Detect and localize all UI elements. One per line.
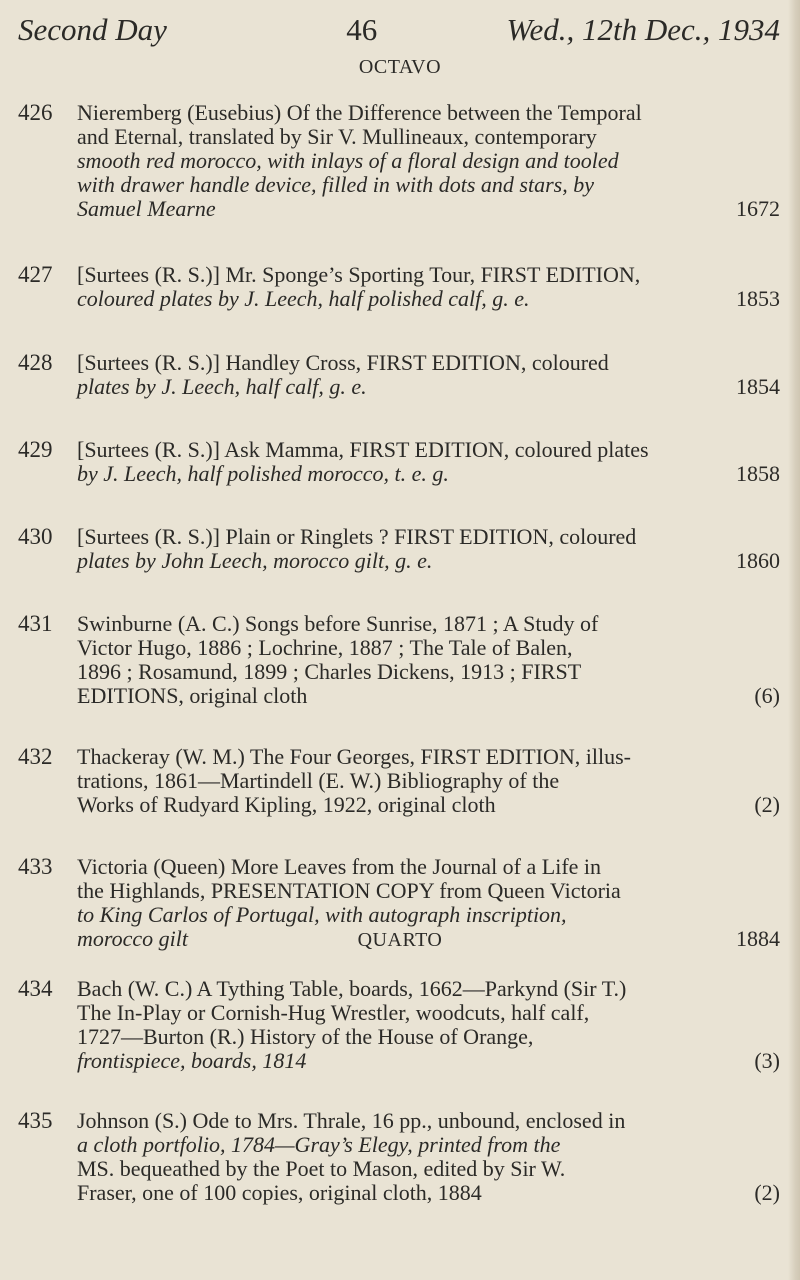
lot-number: 433 <box>18 854 53 879</box>
lot-line: Nieremberg (Eusebius) Of the Difference between the Temporal <box>77 100 642 125</box>
lot-number: 428 <box>18 350 53 375</box>
lot-line: frontispiece, boards, 1814 <box>77 1048 307 1073</box>
lot-line: plates by J. Leech, half calf, g. e. <box>77 374 367 399</box>
lot-line: Bach (W. C.) A Tything Table, boards, 1662—Parkynd (Sir T.) <box>77 976 627 1001</box>
page-number: 46 <box>346 12 378 47</box>
lot-line: Samuel Mearne <box>77 196 216 221</box>
lot-date: 1853 <box>736 286 780 311</box>
lot-line: [Surtees (R. S.)] Plain or Ringlets ? FIRST EDITION, coloured <box>77 524 637 549</box>
lot-count: (2) <box>754 792 780 817</box>
lot-line: Johnson (S.) Ode to Mrs. Thrale, 16 pp., unbound, enclosed in <box>77 1108 626 1133</box>
lot-count: (2) <box>754 1180 780 1205</box>
lot-description <box>77 745 780 817</box>
section-heading-octavo: OCTAVO <box>358 56 442 78</box>
lot-line: with drawer handle device, filled in with dots and stars, by <box>77 172 594 197</box>
lot-date: 1860 <box>736 548 780 573</box>
lot-date: 1858 <box>736 461 780 486</box>
lot-line: plates by John Leech, morocco gilt, g. e. <box>77 548 433 573</box>
lot-description <box>77 351 780 399</box>
lot-line: and Eternal, translated by Sir V. Mullineaux, contemporary <box>77 124 597 149</box>
lot-description <box>77 855 780 951</box>
lot-line: [Surtees (R. S.)] Handley Cross, FIRST EDITION, coloured <box>77 350 609 375</box>
lot-line: smooth red morocco, with inlays of a floral design and tooled <box>77 148 619 173</box>
lot-number: 427 <box>18 262 53 287</box>
lot-description <box>77 101 780 221</box>
lot-number: 432 <box>18 744 53 769</box>
section-heading-quarto: QUARTO <box>357 929 443 951</box>
lot-description <box>77 612 780 708</box>
lot-line: coloured plates by J. Leech, half polished calf, g. e. <box>77 286 530 311</box>
running-header <box>18 12 780 48</box>
header-date: Wed., 12th Dec., 1934 <box>506 12 780 47</box>
lot-line: Thackeray (W. M.) The Four Georges, FIRST EDITION, illus- <box>77 744 631 769</box>
lot-description <box>77 438 780 486</box>
lot-number: 429 <box>18 437 53 462</box>
page-edge-shadow <box>788 0 800 1280</box>
lot-description <box>77 525 780 573</box>
lot-line: by J. Leech, half polished morocco, t. e. g. <box>77 461 449 486</box>
lot-line: [Surtees (R. S.)] Ask Mamma, FIRST EDITION, coloured plates <box>77 437 649 462</box>
header-day: Second Day <box>18 12 167 47</box>
lot-line: EDITIONS, original cloth <box>77 683 308 708</box>
lot-number: 431 <box>18 611 53 636</box>
lot-description <box>77 977 780 1073</box>
lot-line: 1727—Burton (R.) History of the House of Orange, <box>77 1024 534 1049</box>
lot-line: trations, 1861—Martindell (E. W.) Bibliography of the <box>77 768 560 793</box>
lot-number: 426 <box>18 100 53 125</box>
lot-line: 1896 ; Rosamund, 1899 ; Charles Dickens, 1913 ; FIRST <box>77 659 582 684</box>
lot-number: 430 <box>18 524 53 549</box>
lot-line: a cloth portfolio, 1784—Gray’s Elegy, printed from the <box>77 1132 561 1157</box>
lot-line: Swinburne (A. C.) Songs before Sunrise, 1871 ; A Study of <box>77 611 599 636</box>
lot-line: [Surtees (R. S.)] Mr. Sponge’s Sporting Tour, FIRST EDITION, <box>77 262 641 287</box>
lot-description <box>77 1109 780 1205</box>
lot-number: 434 <box>18 976 53 1001</box>
lot-line: MS. bequeathed by the Poet to Mason, edited by Sir W. <box>77 1156 566 1181</box>
lot-count: (3) <box>754 1048 780 1073</box>
lot-line: the Highlands, PRESENTATION COPY from Queen Victoria <box>77 878 621 903</box>
lot-line: morocco gilt <box>77 926 188 951</box>
lot-date: 1854 <box>736 374 780 399</box>
lot-line: Victor Hugo, 1886 ; Lochrine, 1887 ; The Tale of Balen, <box>77 635 573 660</box>
lot-line: Victoria (Queen) More Leaves from the Journal of a Life in <box>77 854 602 879</box>
lot-line: Works of Rudyard Kipling, 1922, original cloth <box>77 792 496 817</box>
lot-description <box>77 263 780 311</box>
lot-number: 435 <box>18 1108 53 1133</box>
lot-line: Fraser, one of 100 copies, original cloth, 1884 <box>77 1180 482 1205</box>
lot-line: to King Carlos of Portugal, with autograph inscription, <box>77 902 567 927</box>
lot-count: (6) <box>754 683 780 708</box>
lot-date: 1884 <box>736 926 780 951</box>
lot-date: 1672 <box>736 196 780 221</box>
lot-line: The In-Play or Cornish-Hug Wrestler, woodcuts, half calf, <box>77 1000 590 1025</box>
